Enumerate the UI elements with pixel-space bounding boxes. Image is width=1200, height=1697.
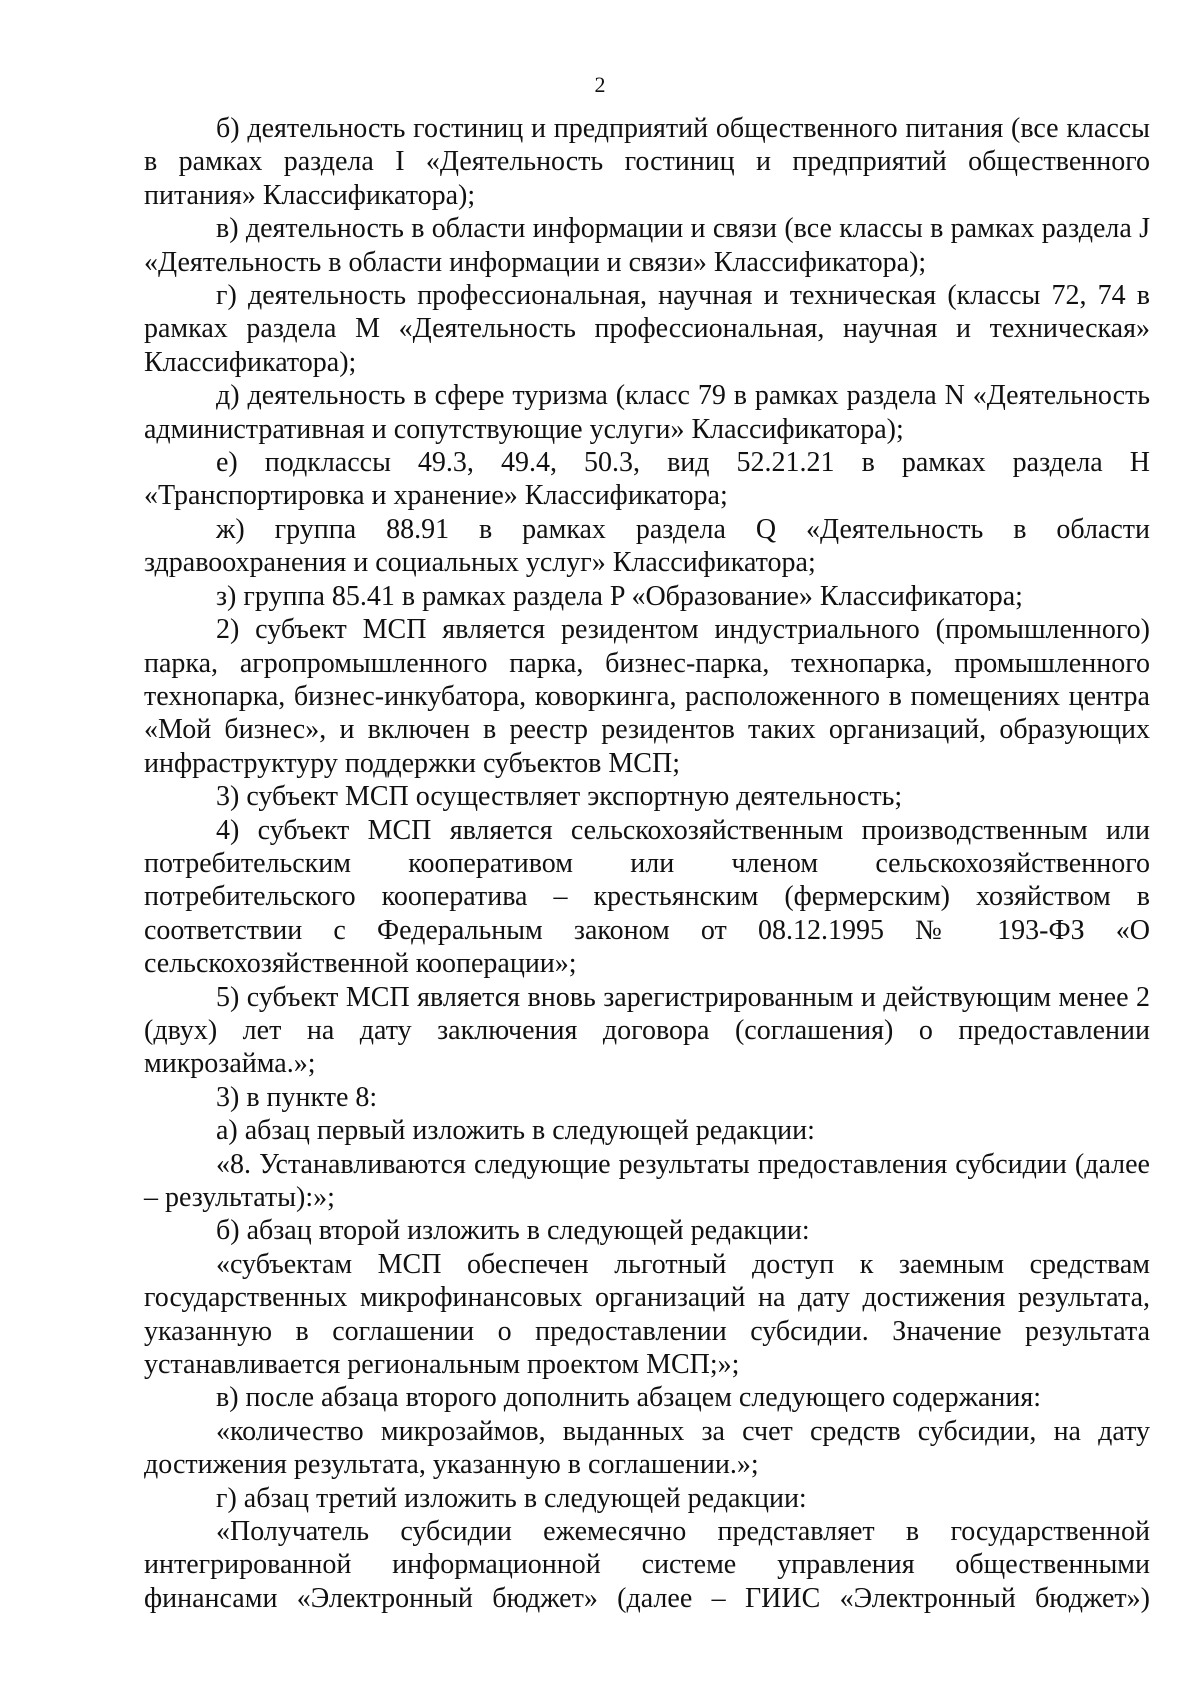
paragraph-3-export: 3) субъект МСП осуществляет экспортную деятельность; — [216, 781, 903, 813]
paragraph-b-hotels: б) деятельность гостиниц и предприятий общественного питания (все классы в рамках раздела I «Деятельность гостиниц и предприятий общественного питания» Классификатора); — [144, 113, 1150, 211]
paragraph-5-new-registration: 5) субъект МСП является вновь зарегистрированным и действующим менее 2 (двух) лет на дату заключения договора (соглашения) о предоставлении микрозайма.»; — [144, 981, 1150, 1080]
paragraph-v-information: в) деятельность в области информации и связи (все классы в рамках раздела J «Деятельность в области информации и связи» Классификатора); — [144, 213, 1150, 278]
paragraph-g-third-abstract: г) абзац третий изложить в следующей редакции: — [216, 1482, 807, 1514]
paragraph-z-education: з) группа 85.41 в рамках раздела P «Образование» Классификатора; — [216, 580, 1023, 612]
paragraph-d-tourism: д) деятельность в сфере туризма (класс 79 в рамках раздела N «Деятельность административная и сопутствующие услуги» Классификатора); — [144, 380, 1150, 445]
paragraph-zh-healthcare: ж) группа 88.91 в рамках раздела Q «Деятельность в области здравоохранения и социальных услуг» Классификатора; — [144, 513, 1150, 579]
paragraph-g-professional: г) деятельность профессиональная, научная и техническая (классы 72, 74 в рамках раздела M «Деятельность профессиональная, научная и техническая» Классификатора); — [144, 280, 1150, 378]
paragraph-e-transport: е) подклассы 49.3, 49.4, 50.3, вид 52.21.21 в рамках раздела H «Транспортировка и хранение» Классификатора; — [144, 447, 1150, 512]
paragraph-4-cooperative: 4) субъект МСП является сельскохозяйственным производственным или потребительским кооперативом или членом сельскохозяйственного потребительского кооператива – крестьянским (фермерским) хозяйством в соответствии с Федеральным законом от 08.12.1995 № 193-ФЗ «О сельскохозяйственной кооперации»; — [144, 814, 1150, 980]
document-body — [144, 112, 1150, 1615]
paragraph-2-resident: 2) субъект МСП является резидентом индустриального (промышленного) парка, агропромышленного парка, бизнес-парка, технопарка, промышленного технопарка, бизнес-инкубатора, коворкинга, расположенного в помещениях центра «Мой бизнес», и включен в реестр резидентов таких организаций, образующих инфраструктуру поддержки субъектов МСП; — [144, 614, 1150, 779]
paragraph-a-first-abstract: а) абзац первый изложить в следующей редакции: — [216, 1115, 815, 1147]
paragraph-v-after-second: в) после абзаца второго дополнить абзацем следующего содержания: — [216, 1382, 1042, 1414]
paragraph-recipient-monthly: «Получатель субсидии ежемесячно представляет в государственной интегрированной информационной системе управления общественными финансами «Электронный бюджет» (далее – ГИИС «Электронный бюджет») — [144, 1516, 1150, 1614]
paragraph-microloans-count: «количество микрозаймов, выданных за счет средств субсидии, на дату достижения результата, указанную в соглашении.»; — [144, 1415, 1150, 1481]
page-number: 2 — [594, 72, 606, 97]
paragraph-access-to-loans: «субъектам МСП обеспечен льготный доступ к заемным средствам государственных микрофинансовых организаций на дату достижения результата, указанную в соглашении о предоставлении субсидии. Значение результата устанавливается региональным проектом МСП;»; — [144, 1248, 1150, 1381]
paragraph-8-results: «8. Устанавливаются следующие результаты предоставления субсидии (далее – результаты):»; — [144, 1148, 1150, 1213]
paragraph-b-second-abstract: б) абзац второй изложить в следующей редакции: — [216, 1215, 810, 1247]
paragraph-3-point-8: 3) в пункте 8: — [216, 1081, 378, 1113]
